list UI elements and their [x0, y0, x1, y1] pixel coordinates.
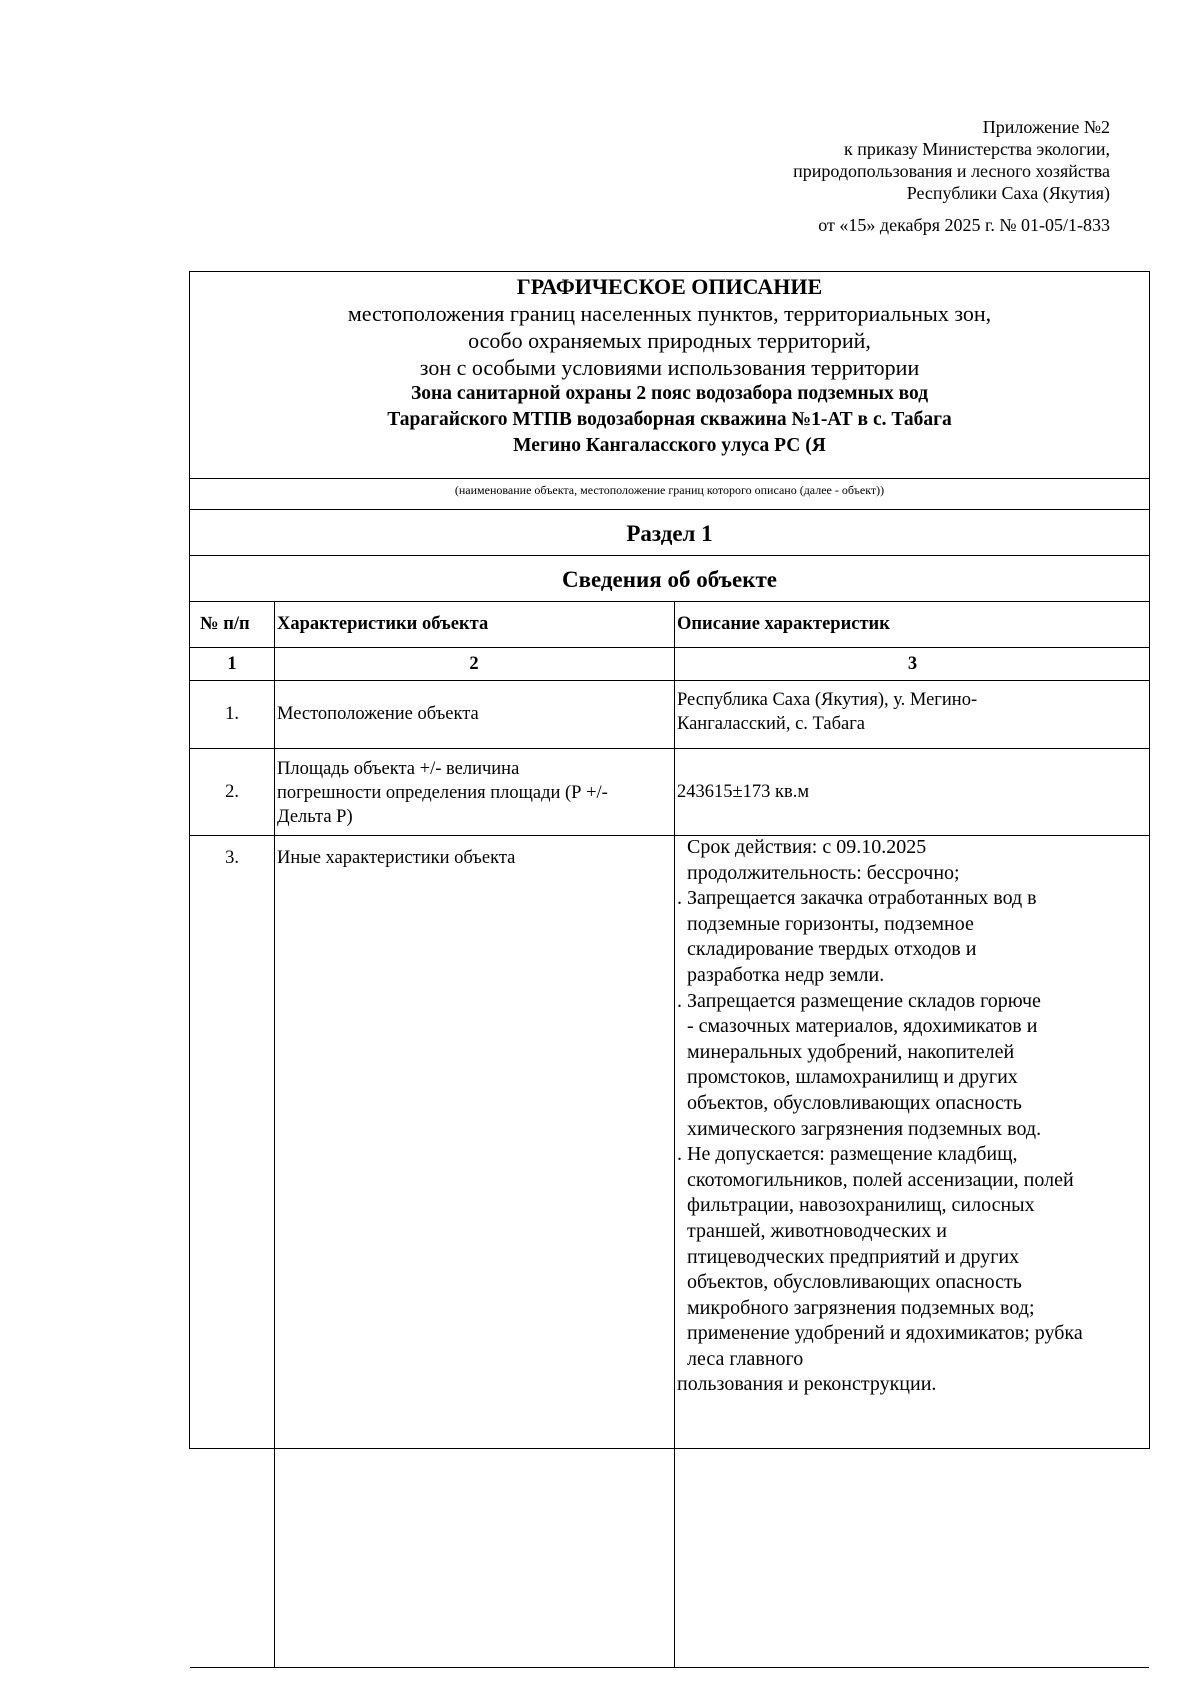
table-row-2-number: 2.: [225, 782, 239, 802]
column-divider: [274, 601, 275, 1667]
column-number-3: 3: [907, 654, 918, 674]
column-number-1: 1: [227, 654, 237, 674]
appendix-line-4: Республики Саха (Якутия): [906, 183, 1110, 203]
appendix-order: от «15» декабря 2025 г. № 01-05/1-833: [818, 215, 1110, 235]
table-row-1-name: Местоположение объекта: [277, 704, 479, 724]
divider: [190, 555, 1149, 556]
appendix-line-1: Приложение №2: [982, 117, 1110, 137]
table-row-2-name-line-1: Площадь объекта +/- величина: [277, 759, 520, 779]
divider: [190, 509, 1149, 510]
description-line: применение удобрений и ядохимикатов; рубка: [677, 1322, 1083, 1345]
divider: [190, 647, 1149, 648]
description-line: пользования и реконструкции.: [677, 1373, 937, 1396]
description-line: промстоков, шламохранилищ и других: [677, 1066, 1018, 1089]
column-header-description: Описание характеристик: [677, 614, 890, 634]
table-row-2-name-line-3: Дельта Р): [277, 807, 353, 827]
object-name-line-3: Мегино Кангаласского улуса РС (Я: [513, 435, 826, 456]
divider: [190, 601, 1149, 602]
description-line: - смазочных материалов, ядохимикатов и: [677, 1015, 1038, 1038]
table-row-2-name-line-2: погрешности определения площади (Р +/-: [277, 783, 608, 803]
description-line: . Запрещается размещение складов горюче: [677, 989, 1041, 1012]
table-row-1-number: 1.: [225, 704, 239, 724]
description-line: Срок действия: с 09.10.2025: [677, 836, 927, 858]
subtitle-line-1: местоположения границ населенных пунктов, территориальных зон,: [347, 301, 992, 326]
table-row-2-desc: 243615±173 кв.м: [677, 782, 810, 802]
document-frame: [189, 271, 1150, 1449]
description-line: продолжительность: бессрочно;: [677, 861, 960, 884]
subtitle-line-3: зон с особыми условиями использования территории: [419, 355, 920, 380]
description-line: птицеводческих предприятий и других: [677, 1245, 1020, 1268]
appendix-header: [793, 116, 1110, 236]
column-header-number: № п/п: [200, 614, 250, 634]
document-title: ГРАФИЧЕСКОЕ ОПИСАНИЕ: [516, 274, 823, 299]
divider: [190, 478, 1149, 479]
description-line: скотомогильников, полей ассенизации, полей: [677, 1168, 1074, 1191]
column-number-2: 2: [469, 654, 479, 674]
table-row-3-name: Иные характеристики объекта: [277, 848, 516, 868]
section-number: Раздел 1: [626, 521, 713, 546]
description-line: объектов, обусловливающих опасность: [677, 1271, 1022, 1294]
divider: [190, 1667, 1149, 1668]
table-row-3-number: 3.: [225, 848, 239, 868]
description-line: . Не допускается: размещение кладбищ,: [677, 1143, 1018, 1166]
description-line: объектов, обусловливающих опасность: [677, 1091, 1022, 1114]
divider: [190, 748, 1149, 749]
section-name: Сведения об объекте: [561, 567, 778, 592]
table-row-1-desc-line-1: Республика Саха (Якутия), у. Мегино-: [677, 690, 978, 710]
description-line: разработка недр земли.: [677, 963, 885, 986]
description-line: фильтрации, навозохранилищ, силосных: [677, 1194, 1035, 1217]
table-row-3-description: [677, 835, 1083, 1398]
title-block: [190, 274, 1149, 459]
appendix-line-2: к приказу Министерства экологии,: [843, 139, 1110, 159]
description-line: минеральных удобрений, накопителей: [677, 1040, 1015, 1063]
table-row-1-desc-line-2: Кангаласский, с. Табага: [677, 714, 866, 734]
column-divider: [674, 601, 675, 1667]
description-line: химического загрязнения подземных вод.: [677, 1117, 1042, 1140]
description-line: подземные горизонты, подземное: [677, 912, 974, 935]
object-caption: (наименование объекта, местоположение границ которого описано (далее - объект)): [454, 483, 885, 497]
description-line: . Запрещается закачка отработанных вод в: [677, 887, 1037, 910]
object-name-line-1: Зона санитарной охраны 2 пояс водозабора подземных вод: [410, 383, 929, 404]
description-line: леса главного: [677, 1347, 804, 1370]
column-header-characteristics: Характеристики объекта: [277, 614, 489, 634]
description-line: траншей, животноводческих и: [677, 1219, 947, 1242]
description-line: микробного загрязнения подземных вод;: [677, 1296, 1035, 1319]
object-name-line-2: Тарагайского МТПВ водозаборная скважина №1-АТ в с. Табага: [387, 409, 952, 430]
divider: [190, 680, 1149, 681]
subtitle-line-2: особо охраняемых природных территорий,: [468, 328, 871, 353]
description-line: складирование твердых отходов и: [677, 938, 977, 961]
appendix-line-3: природопользования и лесного хозяйства: [793, 161, 1110, 181]
